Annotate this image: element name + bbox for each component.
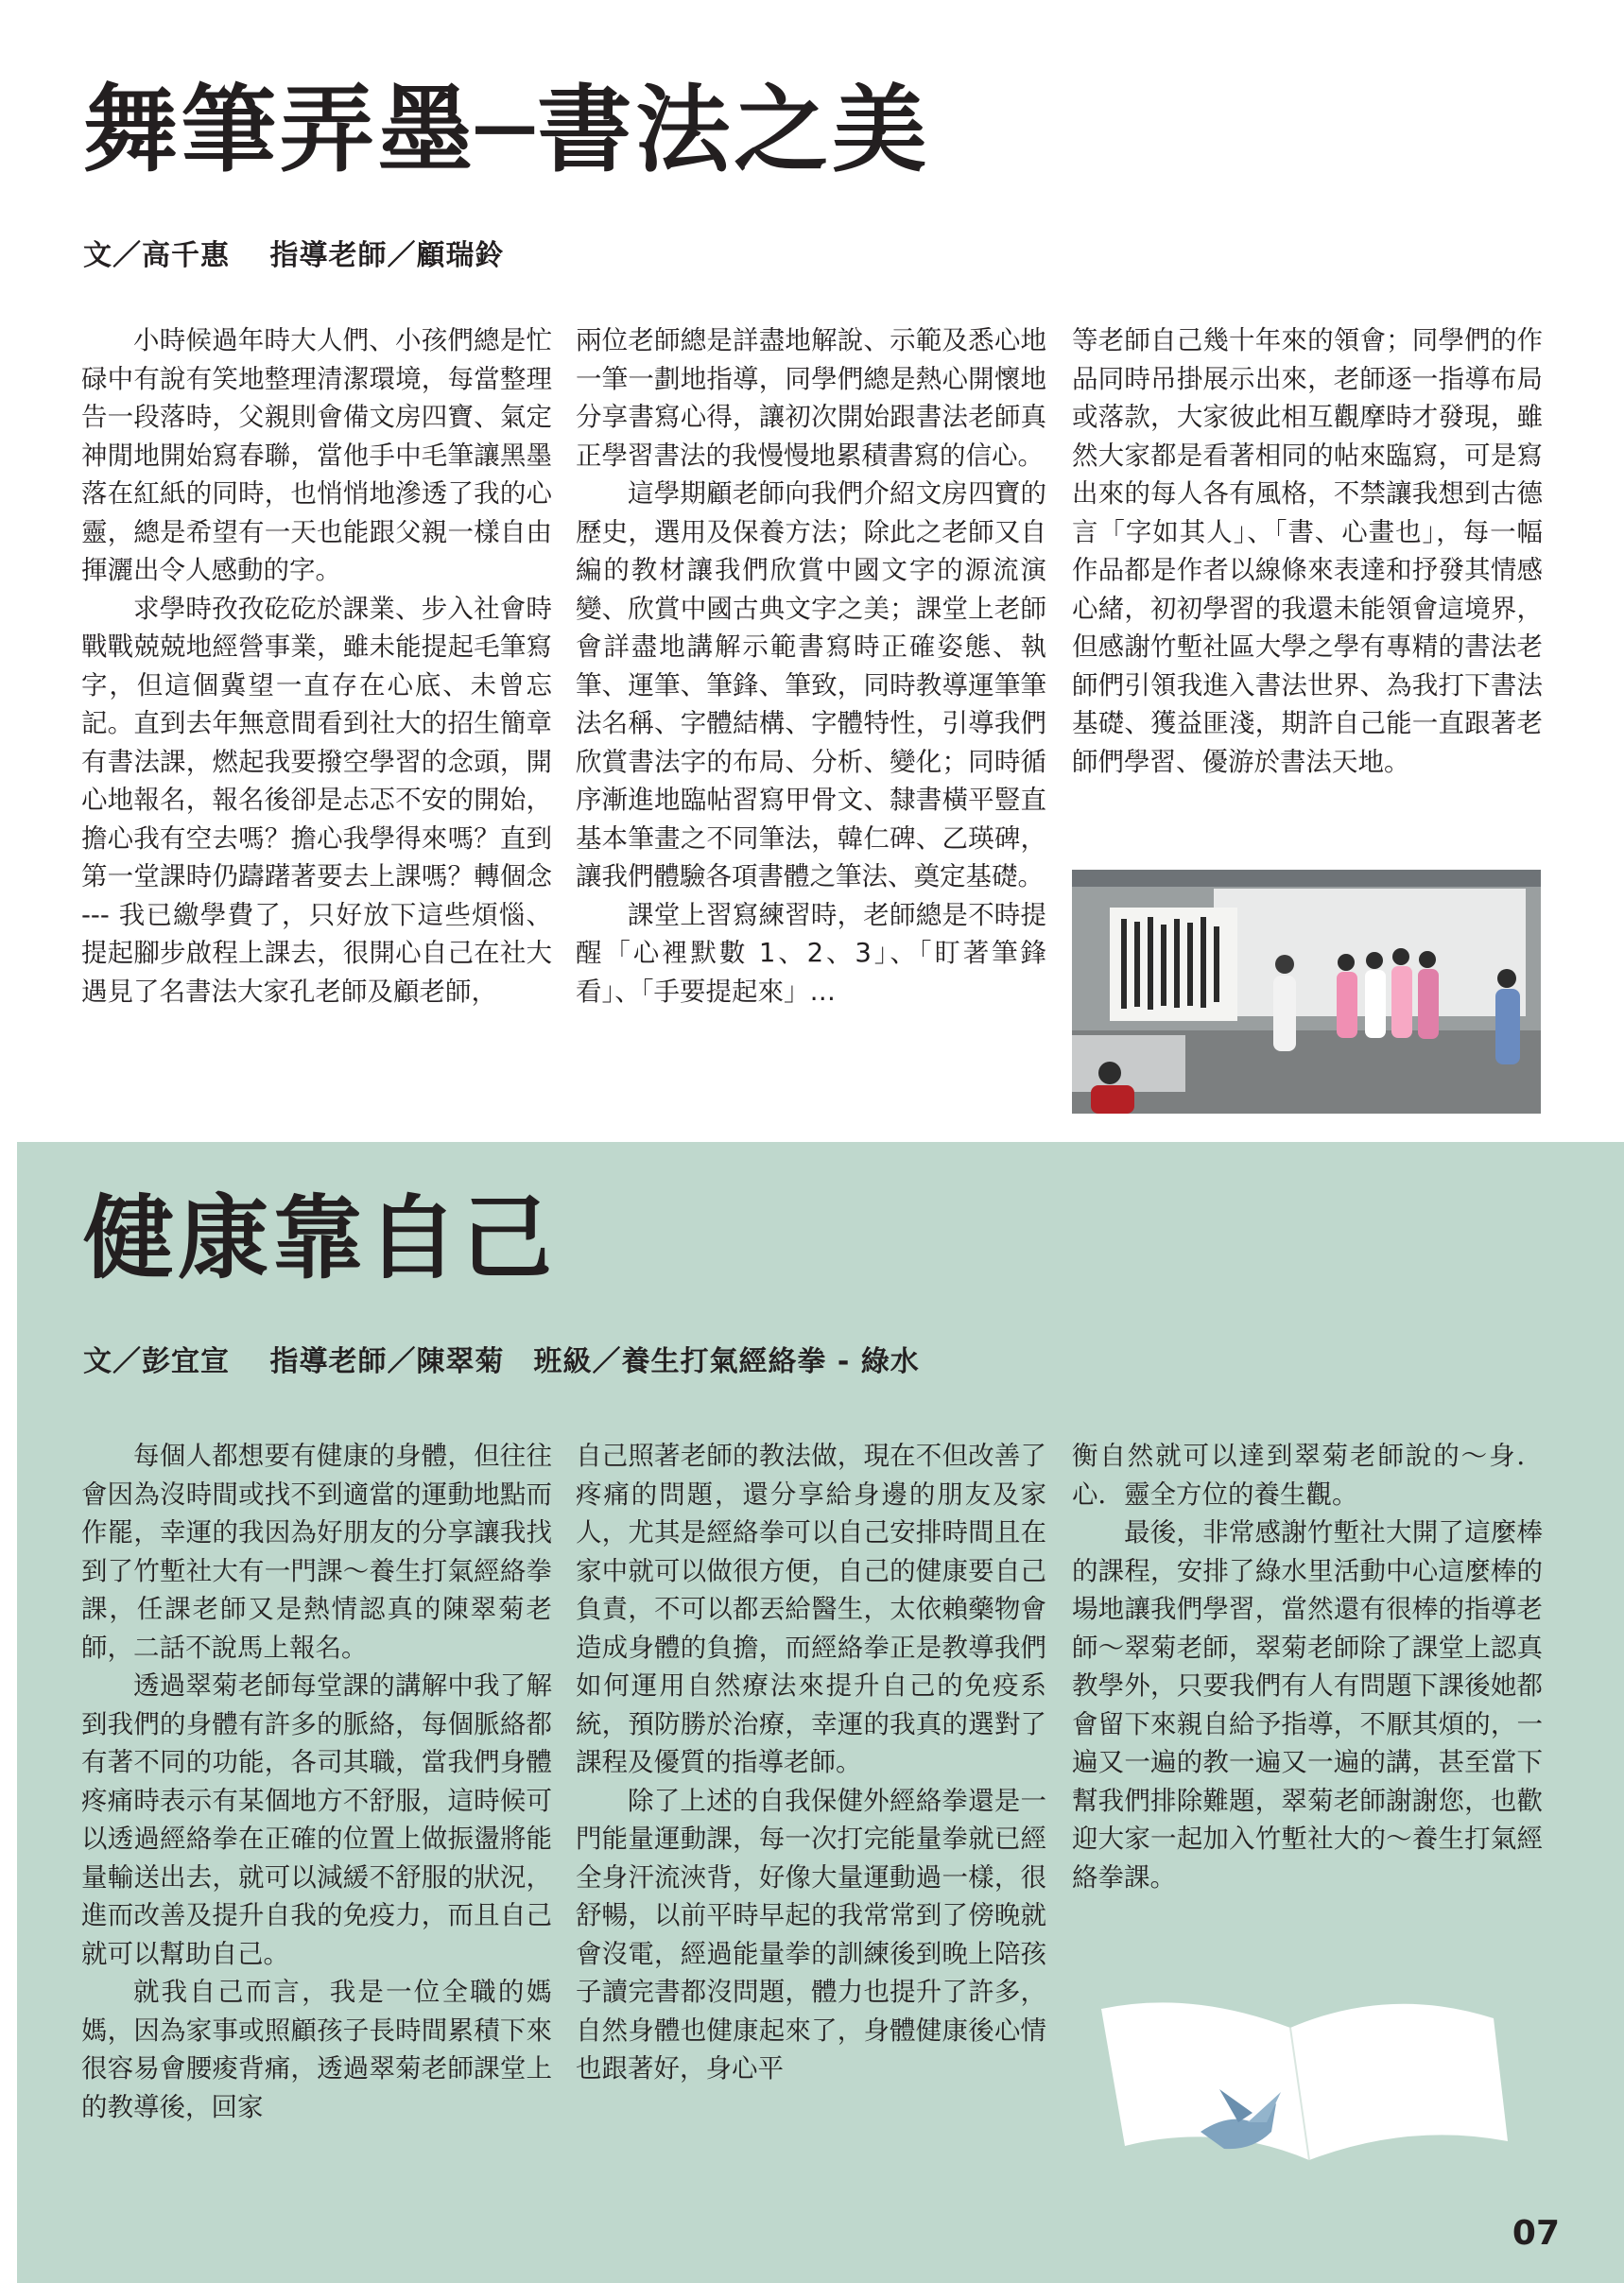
article2-column-1 xyxy=(81,1437,552,2126)
paragraph: 兩位老師總是詳盡地解說、示範及悉心地一筆一劃地指導，同學們總是熱心開懷地分享書寫心得，讓初次開始跟書法老師真正學習書法的我慢慢地累積書寫的信心。 xyxy=(576,325,1046,471)
article1-title: 舞筆弄墨─書法之美 xyxy=(83,75,931,185)
article2-byline: 文／彭宜宣 指導老師／陳翠菊 班級／養生打氣經絡拳 - 綠水 xyxy=(83,1345,920,1378)
paragraph: 課堂上習寫練習時，老師總是不時提醒「心裡默數 1、2、3」、「盯著筆鋒看」、「手要提起來」… xyxy=(576,899,1046,1007)
article2-column-2 xyxy=(576,1437,1046,2088)
paragraph: 透過翠菊老師每堂課的講解中我了解到我們的身體有許多的脈絡，每個脈絡都有著不同的功能，各司其職，當我們身體疼痛時表示有某個地方不舒服，這時候可以透過經絡拳在正確的位置上做振盪將能量輸送出去，就可以減緩不舒服的狀況，進而改善及提升自我的免疫力，而且自己就可以幫助自己。 xyxy=(81,1670,552,1969)
calligraphy-class-photo xyxy=(1072,870,1541,1114)
paragraph: 除了上述的自我保健外經絡拳還是一門能量運動課，每一次打完能量拳就已經全身汗流浹背，好像大量運動過一樣，很舒暢，以前平時早起的我常常到了傍晚就會沒電，經過能量拳的訓練後到晚上陪孩子讀完書都沒問題，體力也提升了許多，自然身體也健康起來了，身體健康後心情也跟著好，身心平 xyxy=(576,1785,1046,2084)
paragraph: 等老師自己幾十年來的領會；同學們的作品同時吊掛展示出來，老師逐一指導布局或落款，大家彼此相互觀摩時才發現，雖然大家都是看著相同的帖來臨寫，可是寫出來的每人各有風格，不禁讓我想到古德言「字如其人」、「書、心畫也」，每一幅作品都是作者以線條來表達和抒發其情感心緒，初初學習的我還未能領會這境界，但感謝竹塹社區大學之學有專精的書法老師們引領我進入書法世界、為我打下書法基礎、獲益匪淺，期許自己能一直跟著老師們學習、優游於書法天地。 xyxy=(1072,325,1543,777)
classroom-illustration xyxy=(1072,870,1541,1114)
paragraph: 最後，非常感謝竹塹社大開了這麼棒的課程，安排了綠水里活動中心這麼棒的場地讓我們學習，當然還有很棒的指導老師～翠菊老師，翠菊老師除了課堂上認真教學外，只要我們有人有問題下課後她都會留下來親自給予指導，不厭其煩的，一遍又一遍的教一遍又一遍的講，甚至當下幫我們排除難題，翠菊老師謝謝您，也歡迎大家一起加入竹塹社大的～養生打氣經絡拳課。 xyxy=(1072,1517,1543,1893)
article2-title: 健康靠自己 xyxy=(83,1185,556,1291)
article2-column-3 xyxy=(1072,1437,1543,1896)
page-number: 07 xyxy=(1512,2214,1560,2253)
paragraph: 每個人都想要有健康的身體，但往往會因為沒時間或找不到適當的運動地點而作罷，幸運的我因為好朋友的分享讓我找到了竹塹社大有一門課～養生打氣經絡拳課，任課老師又是熱情認真的陳翠菊老師，二話不說馬上報名。 xyxy=(81,1441,552,1663)
article1-column-2 xyxy=(576,321,1046,1011)
open-book-bird-icon xyxy=(1087,1980,1522,2179)
article1-column-3 xyxy=(1072,321,1543,781)
paragraph: 求學時孜孜矻矻於課業、步入社會時戰戰兢兢地經營事業，雖未能提起毛筆寫字，但這個冀望一直存在心底、未曾忘記。直到去年無意間看到社大的招生簡章有書法課，燃起我要撥空學習的念頭，開心地報名，報名後卻是忐忑不安的開始，擔心我有空去嗎？擔心我學得來嗎？直到第一堂課時仍躊躇著要去上課嗎？轉個念 --- 我已繳學費了，只好放下這些煩惱、提起腳步啟程上課去，很開心自己在社大遇見了名書法大家孔老師及顧老師， xyxy=(81,593,552,1007)
paragraph: 這學期顧老師向我們介紹文房四寶的歷史，選用及保養方法；除此之老師又自編的教材讓我們欣賞中國文字的源流演變、欣賞中國古典文字之美；課堂上老師會詳盡地講解示範書寫時正確姿態、執筆、運筆、筆鋒、筆致，同時教導運筆筆法名稱、字體結構、字體特性，引導我們欣賞書法字的布局、分析、變化；同時循序漸進地臨帖習寫甲骨文、隸書橫平豎直基本筆畫之不同筆法，韓仁碑、乙瑛碑，讓我們體驗各項書體之筆法、奠定基礎。 xyxy=(576,478,1046,891)
paragraph: 自己照著老師的教法做，現在不但改善了疼痛的問題，還分享給身邊的朋友及家人，尤其是經絡拳可以自己安排時間且在家中就可以做很方便，自己的健康要自己負責，不可以都丟給醫生，太依賴藥物會造成身體的負擔，而經絡拳正是教導我們如何運用自然療法來提升自己的免疫系統，預防勝於治療，幸運的我真的選對了課程及優質的指導老師。 xyxy=(576,1441,1046,1777)
paragraph: 就我自己而言，我是一位全職的媽媽，因為家事或照顧孩子長時間累積下來很容易會腰痠背痛，透過翠菊老師課堂上的教導後，回家 xyxy=(81,1977,552,2122)
article1-column-1 xyxy=(81,321,552,1011)
paragraph: 衡自然就可以達到翠菊老師說的～身．心．靈全方位的養生觀。 xyxy=(1072,1441,1543,1510)
article1-byline: 文／高千惠 指導老師／顧瑞鈴 xyxy=(83,239,505,272)
paragraph: 小時候過年時大人們、小孩們總是忙碌中有說有笑地整理清潔環境，每當整理告一段落時，父親則會備文房四寶、氣定神閒地開始寫春聯，當他手中毛筆讓黑墨落在紅紙的同時，也悄悄地滲透了我的心靈，總是希望有一天也能跟父親一樣自由揮灑出令人感動的字。 xyxy=(81,325,552,585)
